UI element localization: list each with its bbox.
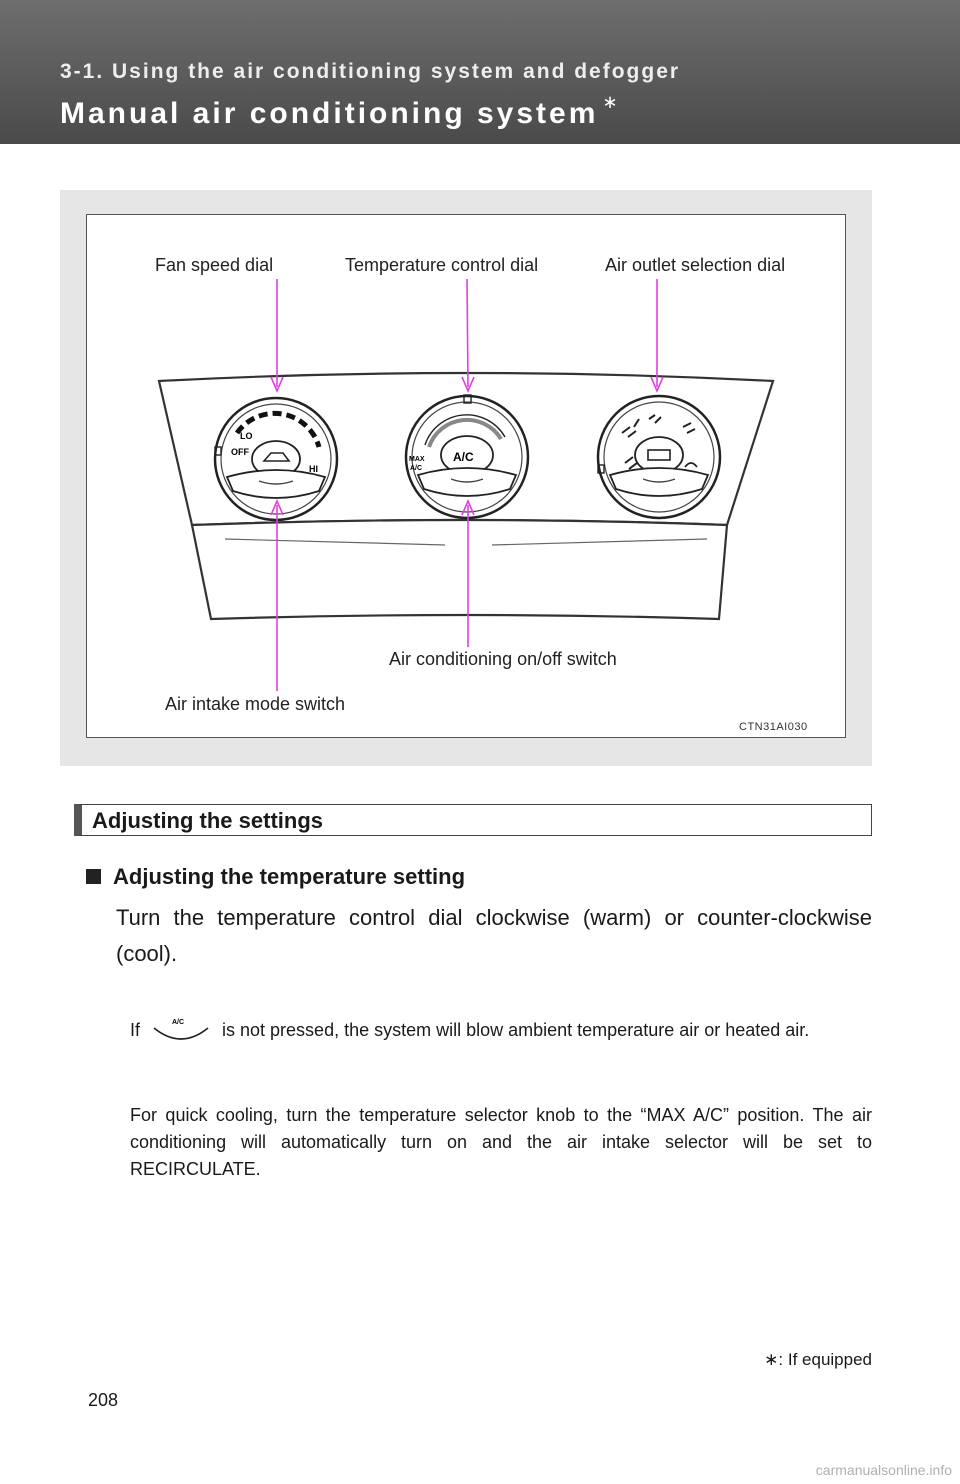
page-title — [60, 92, 621, 131]
control-panel-figure — [86, 214, 846, 738]
temperature-control-dial-graphic — [406, 395, 528, 518]
page-header — [0, 0, 960, 144]
subheading-box — [74, 804, 872, 836]
ac-icon-label: A/C — [172, 1019, 185, 1026]
ac-button-label: A/C — [453, 450, 474, 464]
section-title: 3-1. Using the air conditioning system and defogger — [60, 60, 681, 83]
bullet-heading — [86, 864, 465, 890]
title-footnote-mark: ∗ — [602, 92, 621, 112]
panel-lower-bezel — [192, 520, 727, 619]
page-number: 208 — [88, 1390, 119, 1410]
note-ac-not-pressed — [130, 1012, 872, 1048]
note1-text: is not pressed, the system will blow ambient temperature air or heated air. — [222, 1020, 810, 1040]
dial-label-max-ac: A/C — [410, 465, 423, 472]
callout-temperature-control-dial: Temperature control dial — [345, 255, 539, 275]
note1-lead: If — [130, 1020, 141, 1040]
bullet-heading-text: Adjusting the temperature setting — [113, 864, 466, 889]
callout-air-outlet-selection-dial: Air outlet selection dial — [605, 255, 786, 275]
square-bullet-icon — [86, 869, 101, 884]
callout-air-intake-mode-switch: Air intake mode switch — [165, 694, 346, 714]
note-quick-cooling: For quick cooling, turn the temperature selector knob to the “MAX A/C” position. The air conditioning will automatically turn on and the air intake selector will be set to RECIRCULATE. — [130, 1105, 872, 1179]
page-title-text: Manual air conditioning system — [60, 97, 599, 130]
footnote-if-equipped: ∗: If equipped — [764, 1350, 872, 1369]
dial-label-off: OFF — [231, 447, 249, 457]
ac-button-icon — [150, 1016, 212, 1046]
dial-label-lo: LO — [240, 431, 253, 441]
callout-fan-speed-dial: Fan speed dial — [155, 255, 274, 275]
dial-label-hi: HI — [309, 464, 318, 474]
watermark: carmanualsonline.info — [815, 1462, 952, 1478]
figure-code: CTN31AI030 — [739, 721, 808, 733]
callout-air-conditioning-switch: Air conditioning on/off switch — [389, 649, 617, 669]
air-outlet-selection-dial-graphic — [598, 396, 720, 518]
body-paragraph: Turn the temperature control dial clockwise (warm) or counter-clockwise (cool). — [116, 905, 872, 966]
dial-label-max: MAX — [409, 456, 425, 463]
subheading-title: Adjusting the settings — [92, 808, 323, 833]
